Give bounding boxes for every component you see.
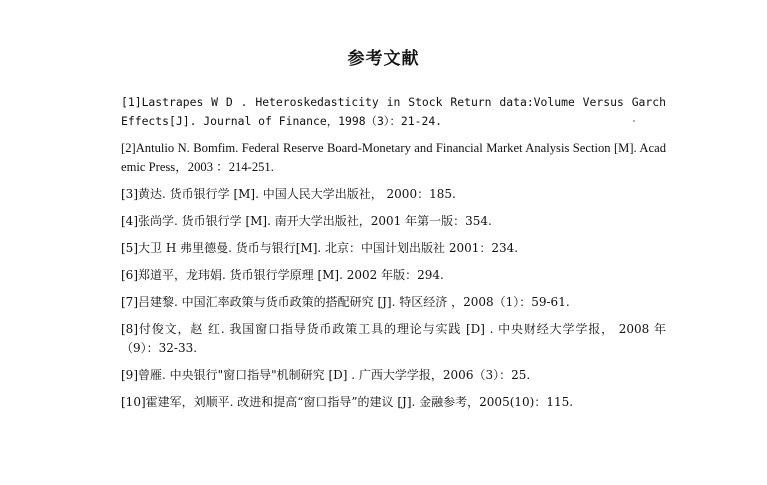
reference-item — [121, 239, 666, 258]
reference-item — [121, 185, 666, 204]
reference-item — [121, 293, 666, 312]
reference-text: 郑道平，龙玮娟. 货币银行学原理 [M]. 2002 年版：294. — [138, 268, 444, 282]
reference-text: 张尚学. 货币银行学 [M]. 南开大学出版社，2001 年第一版：354. — [138, 214, 492, 228]
reference-number: [3] — [121, 187, 138, 201]
reference-number: [1] — [121, 95, 142, 109]
reference-number: [9] — [121, 368, 138, 382]
reference-item — [121, 212, 666, 231]
reference-number: [8] — [121, 322, 138, 336]
reference-text: Antulio N. Bomfim. Federal Reserve Board-Monetary and Financial Market Analysis Section [M]. Academic Press，2003 ：214-251. — [121, 141, 666, 174]
reference-item — [121, 93, 666, 131]
scan-speck — [633, 120, 635, 122]
reference-item — [121, 366, 666, 385]
reference-text: 大卫 H 弗里德曼. 货币与银行[M]. 北京：中国计划出版社 2001：234. — [138, 241, 519, 255]
reference-text: 霍建军，刘顺平. 改进和提高“窗口指导”的建议 [J]. 金融参考，2005(10)：115. — [145, 395, 574, 409]
reference-number: [2] — [121, 141, 136, 155]
reference-text: 曾雁. 中央银行"窗口指导"机制研究 [D] . 广西大学学报，2006（3）：25. — [138, 368, 531, 382]
reference-number: [7] — [121, 295, 138, 309]
reference-item — [121, 266, 666, 285]
reference-text: Lastrapes W D . Heteroskedasticity in Stock Return data:Volume Versus Garch Effects[J]. Journal of Finance，1998（3）：21-24. — [121, 95, 666, 128]
reference-item — [121, 139, 666, 177]
reference-number: [6] — [121, 268, 138, 282]
reference-number: [4] — [121, 214, 138, 228]
page-title: 参考文献 — [347, 49, 420, 69]
reference-text: 黄达. 货币银行学 [M]. 中国人民大学出版社， 2000：185. — [138, 187, 456, 201]
reference-item — [121, 320, 666, 358]
reference-number: [5] — [121, 241, 138, 255]
reference-list — [121, 93, 666, 420]
reference-text: 吕建黎. 中国汇率政策与货币政策的搭配研究 [J]. 特区经济 ，2008（1）：59-61. — [138, 295, 570, 309]
reference-text: 付俊文，赵 红. 我国窗口指导货币政策工具的理论与实践 [D] . 中央财经大学学报， 2008 年（9）：32-33. — [121, 322, 666, 355]
reference-number: [10] — [121, 395, 146, 409]
reference-item — [121, 393, 666, 412]
